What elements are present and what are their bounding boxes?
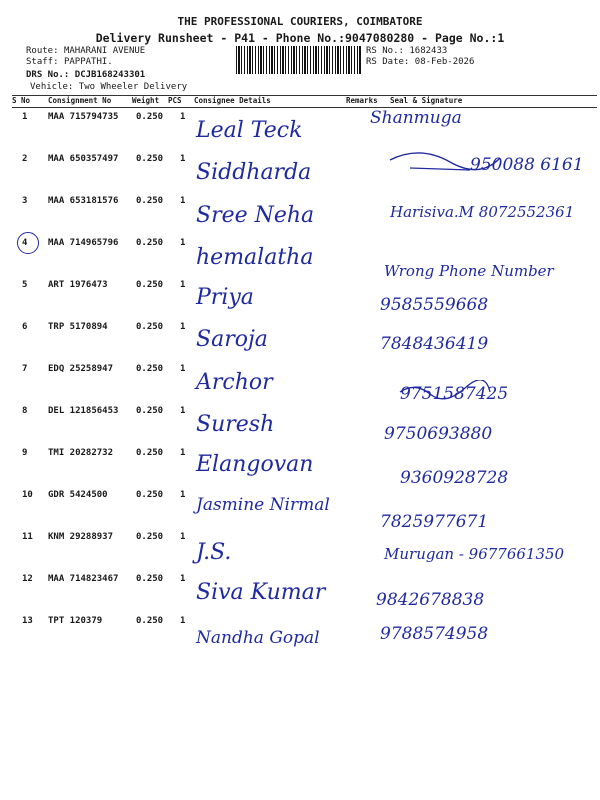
consignment-no: ART 1976473 (48, 280, 108, 290)
consignee-name: Archor (196, 370, 273, 395)
seal-signature: 9750693880 (384, 424, 493, 444)
row-sno: 2 (22, 154, 28, 164)
row-sno: 5 (22, 280, 28, 290)
rs-no-label: RS No.: (366, 46, 404, 56)
pieces: 1 (180, 196, 186, 206)
pieces: 1 (180, 532, 186, 542)
row-sno: 7 (22, 364, 28, 374)
consignee-name: Siddharda (196, 160, 312, 185)
seal-signature: Harisiva.M 8072552361 (390, 203, 575, 221)
consignee-name: Suresh (196, 412, 275, 437)
consignment-no: EDQ 25258947 (48, 364, 114, 374)
weight: 0.250 (136, 532, 164, 542)
seal-signature: 9788574958 (380, 624, 489, 644)
consignment-no: DEL 121856453 (48, 406, 119, 416)
consignment-no: MAA 653181576 (48, 196, 119, 206)
seal-signature: Shanmuga (370, 108, 462, 128)
col-pcs: PCS (168, 96, 182, 105)
weight: 0.250 (136, 406, 164, 416)
drs-line (26, 70, 145, 80)
rs-no-line (366, 46, 447, 56)
consignment-no: TRP 5170894 (48, 322, 108, 332)
pieces: 1 (180, 406, 186, 416)
consignment-no: MAA 714965796 (48, 238, 119, 248)
runsheet-title: Delivery Runsheet - P41 - Phone No.:9047080280 - Page No.:1 (95, 31, 505, 45)
weight: 0.250 (136, 574, 164, 584)
consignee-name: Siva Kumar (196, 580, 326, 605)
rs-no-value: 1682433 (409, 46, 448, 56)
col-consignment: Consignment No (48, 96, 112, 105)
row-sno: 13 (22, 616, 33, 626)
route-value: MAHARANI AVENUE (63, 46, 146, 56)
row-sno: 1 (22, 112, 28, 122)
row-sno: 8 (22, 406, 28, 416)
company-name: THE PROFESSIONAL COURIERS, COIMBATORE (177, 15, 423, 28)
weight: 0.250 (136, 280, 164, 290)
weight: 0.250 (136, 364, 164, 374)
consignee-name: Nandha Gopal (196, 628, 320, 648)
pieces: 1 (180, 238, 186, 248)
consignee-name: Sree Neha (196, 203, 315, 228)
weight: 0.250 (136, 616, 164, 626)
vehicle-label: Vehicle: (30, 82, 74, 92)
rs-date-label: RS Date: (366, 57, 410, 67)
vehicle-line (30, 82, 187, 92)
row-sno: 12 (22, 574, 33, 584)
seal-signature: 7825977671 (380, 512, 489, 532)
row-sno: 4 (22, 238, 28, 248)
consignee-name: Priya (196, 285, 254, 310)
consignment-no: TMI 20282732 (48, 448, 114, 458)
signature-scribble-2 (380, 140, 510, 180)
weight: 0.250 (136, 154, 164, 164)
signature-scribble-7 (395, 380, 495, 400)
col-remarks: Remarks (346, 96, 378, 105)
consignee-name: Jasmine Nirmal (196, 495, 330, 515)
consignment-no: MAA 650357497 (48, 154, 119, 164)
col-sno: S No (12, 96, 31, 105)
consignment-no: KNM 29288937 (48, 532, 114, 542)
pieces: 1 (180, 364, 186, 374)
weight: 0.250 (136, 448, 164, 458)
consignee-name: Elangovan (196, 452, 314, 477)
consignee-name: hemalatha (196, 245, 314, 270)
consignee-name: Leal Teck (196, 118, 303, 143)
pieces: 1 (180, 616, 186, 626)
table-header (12, 96, 597, 107)
seal-signature: 9842678838 (376, 590, 485, 610)
rs-date-value: 08-Feb-2026 (414, 57, 475, 67)
pieces: 1 (180, 448, 186, 458)
weight: 0.250 (136, 112, 164, 122)
staff-value: PAPPATHI. (63, 57, 113, 67)
pieces: 1 (180, 574, 186, 584)
table-header-rule (12, 107, 597, 108)
pieces: 1 (180, 490, 186, 500)
route-line (26, 46, 145, 56)
route-label: Route: (26, 46, 59, 56)
row-4-circle-mark (17, 232, 39, 254)
consignment-no: MAA 715794735 (48, 112, 119, 122)
row-sno: 9 (22, 448, 28, 458)
consignee-name: Saroja (196, 327, 268, 352)
consignment-no: MAA 714823467 (48, 574, 119, 584)
seal-signature: 9360928728 (400, 468, 509, 488)
weight: 0.250 (136, 196, 164, 206)
seal-signature: 950088 6161 (470, 155, 584, 175)
consignment-no: GDR 5424500 (48, 490, 108, 500)
consignee-name: J.S. (196, 540, 232, 565)
seal-signature: 9751587425 (400, 384, 509, 404)
seal-signature: Murugan - 9677661350 (384, 545, 565, 563)
pieces: 1 (180, 280, 186, 290)
row-sno: 3 (22, 196, 28, 206)
seal-signature: 9585559668 (380, 295, 489, 315)
staff-label: Staff: (26, 57, 59, 67)
seal-signature: 7848436419 (380, 334, 489, 354)
col-weight: Weight (132, 96, 160, 105)
staff-line (26, 57, 113, 67)
rs-date-line (366, 57, 474, 67)
pieces: 1 (180, 322, 186, 332)
weight: 0.250 (136, 490, 164, 500)
weight: 0.250 (136, 238, 164, 248)
row-sno: 10 (22, 490, 33, 500)
pieces: 1 (180, 112, 186, 122)
consignment-no: TPT 120379 (48, 616, 103, 626)
col-consignee: Consignee Details (194, 96, 271, 105)
seal-signature: Wrong Phone Number (384, 262, 554, 280)
drs-value: DCJB168243301 (74, 70, 146, 80)
drs-label: DRS No.: (26, 70, 70, 80)
col-seal: Seal & Signature (390, 96, 463, 105)
barcode (236, 46, 362, 74)
vehicle-value: Two Wheeler Delivery (78, 82, 188, 92)
weight: 0.250 (136, 322, 164, 332)
row-sno: 11 (22, 532, 33, 542)
pieces: 1 (180, 154, 186, 164)
row-sno: 6 (22, 322, 28, 332)
